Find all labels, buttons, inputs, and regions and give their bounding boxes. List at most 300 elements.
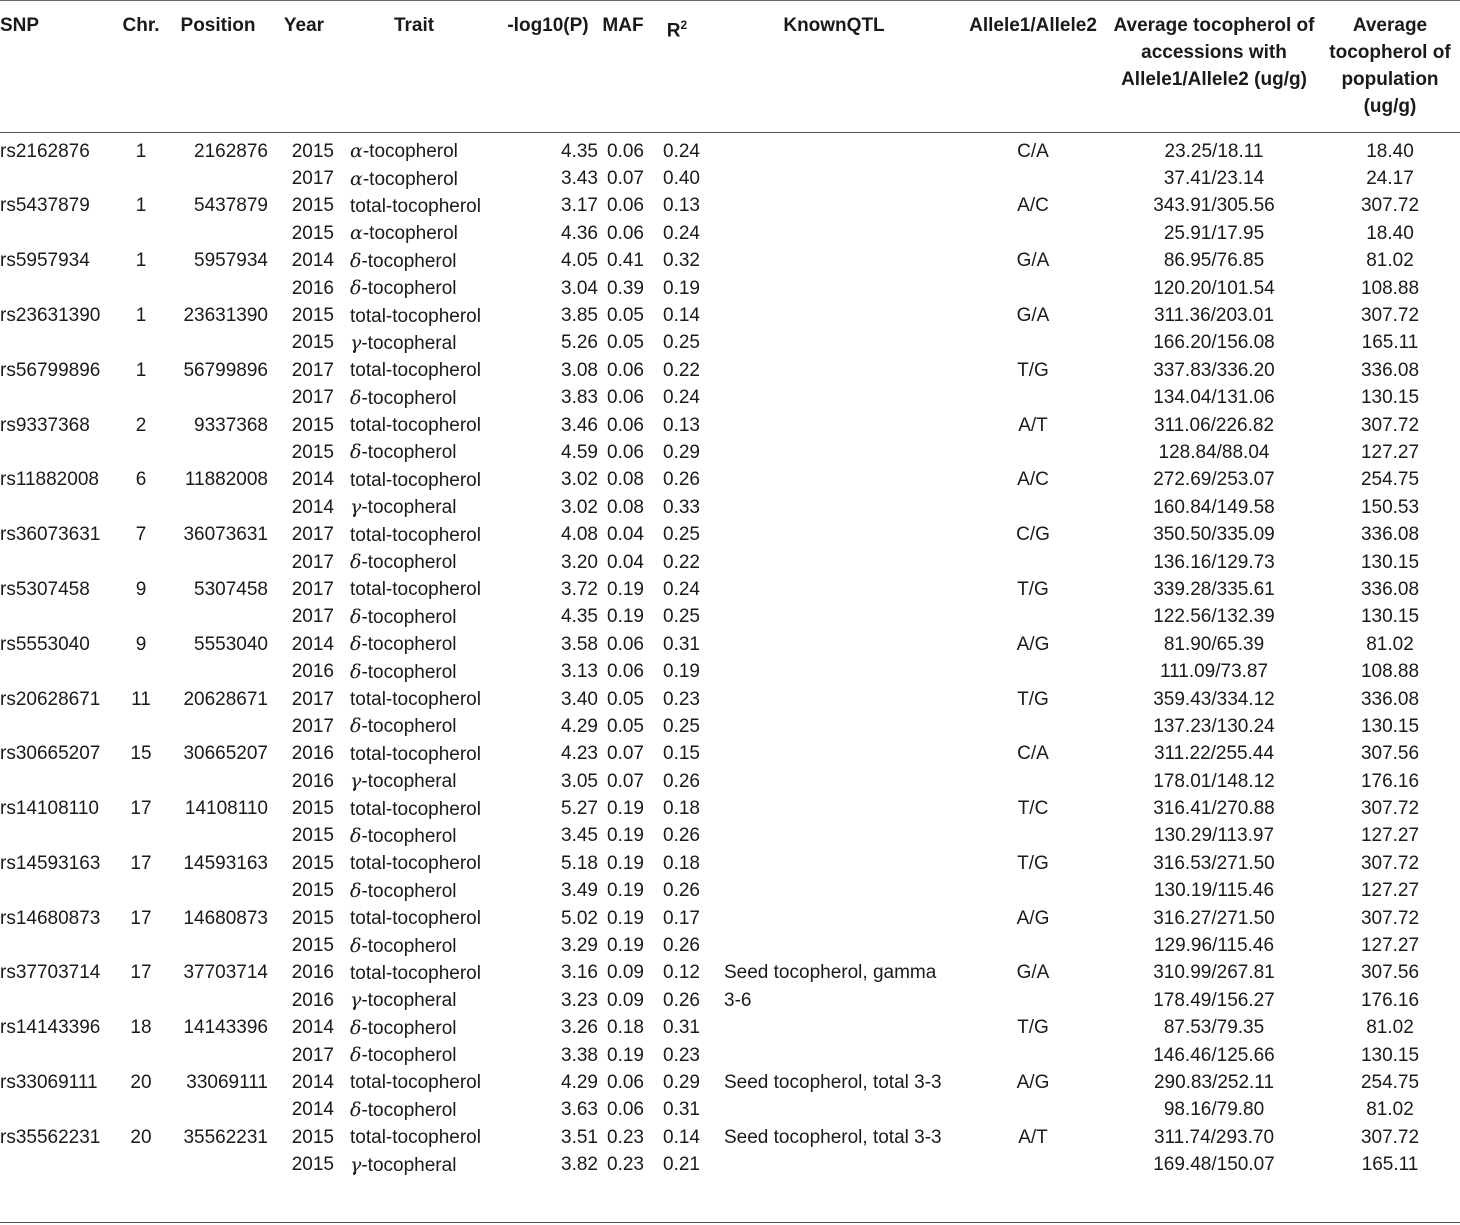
- trait-name: -tocopherol: [361, 387, 457, 409]
- cell-knownqtl: [710, 768, 958, 795]
- cell-chr: 7: [135, 524, 147, 546]
- cell-maf: 0.05: [607, 305, 644, 327]
- cell-snp: rs9337368: [0, 414, 90, 436]
- trait-greek-prefix: δ: [350, 1016, 362, 1039]
- cell-avg-pop: 81.02: [1366, 1099, 1414, 1121]
- trait-greek-prefix: α: [350, 222, 363, 245]
- cell-knownqtl: Seed tocopherol, gamma: [724, 962, 937, 984]
- cell-position: 35562231: [183, 1126, 268, 1148]
- cell-trait: [334, 439, 494, 466]
- trait-name: -tocopheral: [361, 332, 457, 354]
- cell-allele: [958, 439, 1108, 466]
- cell-avg-allele: 122.56/132.39: [1153, 606, 1275, 628]
- cell-avg-allele: 310.99/267.81: [1153, 962, 1275, 984]
- cell-trait: [334, 741, 494, 768]
- cell-chr: 1: [135, 195, 147, 217]
- cell-knownqtl: [710, 850, 958, 877]
- cell-chr: 17: [130, 852, 152, 874]
- table-row: [0, 1069, 1460, 1096]
- trait-greek-prefix: α: [350, 140, 363, 163]
- table-row: [0, 275, 1460, 302]
- cell-avg-pop: 24.17: [1366, 168, 1414, 190]
- trait-name: -tocopherol: [361, 1099, 457, 1121]
- table-row: [0, 658, 1460, 685]
- cell-snp: rs37703714: [0, 962, 101, 984]
- cell-allele: A/C: [1017, 195, 1049, 217]
- cell-chr: [120, 165, 162, 192]
- cell-year: 2015: [291, 441, 334, 463]
- trait-greek-prefix: δ: [350, 249, 362, 272]
- cell-snp: [0, 823, 120, 850]
- header-knownqtl: KnownQTL: [783, 15, 885, 36]
- cell-avg-allele: 23.25/18.11: [1164, 140, 1264, 162]
- cell-avg-allele: 130.19/115.46: [1153, 880, 1275, 902]
- cell-chr: [120, 1097, 162, 1124]
- cell-logp: 3.51: [561, 1126, 598, 1148]
- cell-logp: 4.35: [561, 140, 598, 162]
- trait-greek-prefix: δ: [350, 633, 362, 656]
- cell-snp: [0, 932, 120, 959]
- cell-knownqtl: [710, 302, 958, 329]
- trait-name: -tocopheral: [361, 771, 457, 793]
- cell-avg-pop: 307.72: [1360, 852, 1420, 874]
- cell-avg-allele: 359.43/334.12: [1153, 688, 1275, 710]
- cell-knownqtl: [710, 1042, 958, 1069]
- trait-greek-prefix: γ: [350, 989, 362, 1012]
- cell-r2: 0.31: [663, 633, 700, 655]
- cell-knownqtl: [710, 878, 958, 905]
- cell-r2: 0.29: [663, 1071, 700, 1093]
- cell-allele: [958, 604, 1108, 631]
- trait-name: total-tocopherol: [350, 360, 481, 382]
- trait-greek-prefix: δ: [350, 277, 362, 300]
- cell-logp: 3.17: [561, 195, 598, 217]
- table-row: [0, 165, 1460, 192]
- trait-name: -tocopherol: [361, 716, 457, 738]
- cell-snp: [0, 878, 120, 905]
- table-row: [0, 604, 1460, 631]
- cell-avg-pop: 130.15: [1360, 606, 1420, 628]
- cell-trait: [334, 768, 494, 795]
- cell-snp: rs20628671: [0, 688, 101, 710]
- cell-allele: A/C: [1017, 469, 1049, 491]
- cell-avg-allele: 311.36/203.01: [1153, 305, 1275, 327]
- cell-position: 14593163: [183, 852, 268, 874]
- cell-avg-pop: 130.15: [1360, 715, 1420, 737]
- trait-name: total-tocopherol: [350, 305, 481, 327]
- cell-chr: [120, 604, 162, 631]
- cell-maf: 0.07: [607, 743, 644, 765]
- cell-allele: [958, 549, 1108, 576]
- cell-avg-allele: 146.46/125.66: [1153, 1044, 1275, 1066]
- cell-chr: 1: [135, 305, 147, 327]
- cell-year: 2015: [291, 195, 334, 217]
- cell-knownqtl: [710, 412, 958, 439]
- table-body: [0, 138, 1460, 1179]
- cell-chr: 6: [135, 469, 147, 491]
- cell-avg-allele: 87.53/79.35: [1163, 1017, 1265, 1039]
- cell-r2: 0.23: [663, 688, 700, 710]
- cell-maf: 0.05: [607, 715, 644, 737]
- cell-position: [162, 713, 274, 740]
- trait-name: total-tocopherol: [350, 689, 481, 710]
- trait-name: total-tocopherol: [350, 1072, 481, 1094]
- cell-trait: [334, 193, 494, 220]
- cell-maf: 0.19: [607, 606, 644, 628]
- cell-chr: [120, 330, 162, 357]
- cell-r2: 0.15: [663, 743, 700, 765]
- cell-knownqtl: [710, 330, 958, 357]
- cell-knownqtl: [710, 357, 958, 384]
- cell-avg-pop: 307.72: [1360, 907, 1420, 929]
- cell-position: 5957934: [194, 250, 268, 272]
- cell-trait: [334, 385, 494, 412]
- cell-chr: [120, 1151, 162, 1178]
- cell-logp: 3.29: [561, 935, 598, 957]
- cell-position: 14143396: [183, 1017, 268, 1039]
- trait-name: total-tocopherol: [350, 908, 481, 930]
- cell-r2: 0.25: [663, 524, 700, 546]
- cell-logp: 3.20: [561, 551, 598, 573]
- cell-maf: 0.06: [607, 414, 644, 436]
- cell-snp: rs14593163: [0, 852, 101, 874]
- cell-year: 2014: [291, 1071, 334, 1093]
- cell-maf: 0.08: [607, 469, 644, 491]
- cell-logp: 3.02: [561, 496, 598, 518]
- cell-logp: 3.26: [561, 1017, 598, 1039]
- cell-maf: 0.06: [607, 661, 644, 683]
- cell-knownqtl: [710, 1097, 958, 1124]
- cell-avg-pop: 307.72: [1360, 305, 1420, 327]
- cell-snp: [0, 330, 120, 357]
- table-row: [0, 549, 1460, 576]
- cell-snp: [0, 1042, 120, 1069]
- cell-chr: [120, 385, 162, 412]
- cell-logp: 3.16: [561, 962, 598, 984]
- trait-name: total-tocopherol: [350, 798, 481, 820]
- cell-chr: 18: [130, 1017, 152, 1039]
- header-r2: [644, 4, 710, 124]
- cell-avg-allele: 130.29/113.97: [1153, 825, 1275, 847]
- cell-avg-pop: 127.27: [1360, 935, 1420, 957]
- cell-logp: 5.18: [561, 852, 598, 874]
- cell-year: 2017: [291, 168, 334, 190]
- cell-r2: 0.25: [663, 715, 700, 737]
- cell-knownqtl: [710, 713, 958, 740]
- cell-logp: 3.13: [561, 661, 598, 683]
- table-row: [0, 987, 1460, 1014]
- cell-position: 5553040: [194, 633, 268, 655]
- cell-year: 2017: [291, 1044, 334, 1066]
- cell-r2: 0.24: [663, 578, 700, 600]
- cell-avg-allele: 311.22/255.44: [1153, 743, 1275, 765]
- cell-snp: rs14108110: [0, 798, 99, 820]
- cell-avg-pop: 130.15: [1360, 387, 1420, 409]
- cell-maf: 0.09: [607, 962, 644, 984]
- cell-r2: 0.14: [663, 1126, 700, 1148]
- cell-maf: 0.06: [607, 359, 644, 381]
- cell-allele: [958, 932, 1108, 959]
- cell-year: 2015: [291, 332, 334, 354]
- cell-avg-pop: 108.88: [1360, 277, 1420, 299]
- cell-avg-allele: 272.69/253.07: [1153, 469, 1275, 491]
- cell-logp: 3.49: [561, 880, 598, 902]
- cell-avg-allele: 311.74/293.70: [1153, 1126, 1275, 1148]
- cell-year: 2015: [291, 935, 334, 957]
- cell-year: 2017: [291, 578, 334, 600]
- cell-avg-pop: 336.08: [1360, 359, 1420, 381]
- cell-knownqtl: [710, 604, 958, 631]
- cell-snp: [0, 1151, 120, 1178]
- cell-chr: [120, 439, 162, 466]
- cell-knownqtl: [710, 1015, 958, 1042]
- table-bottom-rule: [0, 1222, 1460, 1223]
- cell-r2: 0.13: [663, 414, 700, 436]
- cell-avg-pop: 176.16: [1360, 770, 1420, 792]
- cell-maf: 0.19: [607, 852, 644, 874]
- table-row: [0, 138, 1460, 165]
- trait-name: -tocopherol: [361, 1045, 457, 1067]
- cell-maf: 0.06: [607, 1099, 644, 1121]
- header-year: Year: [283, 15, 325, 36]
- cell-trait: [334, 850, 494, 877]
- cell-trait: [334, 138, 494, 165]
- cell-r2: 0.26: [663, 770, 700, 792]
- header-r2-sup: 2: [680, 18, 688, 32]
- cell-allele: [958, 494, 1108, 521]
- cell-maf: 0.05: [607, 332, 644, 354]
- cell-trait: [334, 960, 494, 987]
- cell-knownqtl: Seed tocopherol, total 3-3: [724, 1126, 942, 1148]
- cell-year: 2015: [291, 852, 334, 874]
- header-r2-base: R: [666, 20, 681, 42]
- cell-knownqtl: [710, 275, 958, 302]
- cell-avg-allele: 111.09/73.87: [1159, 661, 1269, 683]
- table-row: [0, 850, 1460, 877]
- cell-avg-allele: 81.90/65.39: [1163, 633, 1265, 655]
- cell-knownqtl: [710, 248, 958, 275]
- cell-maf: 0.06: [607, 222, 644, 244]
- table-row: [0, 1124, 1460, 1151]
- cell-maf: 0.19: [607, 578, 644, 600]
- cell-r2: 0.14: [663, 305, 700, 327]
- table-row: [0, 467, 1460, 494]
- cell-trait: [334, 165, 494, 192]
- cell-r2: 0.19: [663, 277, 700, 299]
- cell-r2: 0.26: [663, 469, 700, 491]
- trait-greek-prefix: δ: [350, 824, 362, 847]
- cell-year: 2017: [291, 715, 334, 737]
- cell-snp: rs5307458: [0, 578, 90, 600]
- table-row: [0, 795, 1460, 822]
- cell-allele: A/G: [1016, 633, 1050, 655]
- trait-greek-prefix: δ: [350, 551, 362, 574]
- cell-allele: C/A: [1017, 743, 1049, 765]
- cell-knownqtl: 3-6: [724, 989, 752, 1011]
- cell-position: 56799896: [183, 359, 268, 381]
- trait-name: -tocopherol: [361, 442, 457, 464]
- cell-trait: [334, 1151, 494, 1178]
- cell-r2: 0.18: [663, 852, 700, 874]
- cell-logp: 3.85: [561, 305, 598, 327]
- cell-allele: [958, 330, 1108, 357]
- cell-allele: T/G: [1017, 578, 1049, 600]
- cell-trait: [334, 905, 494, 932]
- trait-greek-prefix: δ: [350, 660, 362, 683]
- trait-name: -tocopherol: [362, 223, 458, 245]
- cell-trait: [334, 412, 494, 439]
- trait-greek-prefix: α: [350, 167, 363, 190]
- cell-maf: 0.39: [607, 277, 644, 299]
- cell-year: 2014: [291, 469, 334, 491]
- cell-trait: [334, 1097, 494, 1124]
- table-row: [0, 1015, 1460, 1042]
- table-row: [0, 823, 1460, 850]
- cell-chr: 11: [131, 688, 151, 710]
- cell-year: 2015: [291, 414, 334, 436]
- cell-year: 2017: [291, 606, 334, 628]
- table-row: [0, 741, 1460, 768]
- cell-maf: 0.07: [607, 770, 644, 792]
- cell-maf: 0.04: [607, 551, 644, 573]
- cell-r2: 0.26: [663, 880, 700, 902]
- trait-name: -tocopherol: [362, 141, 458, 163]
- cell-snp: [0, 987, 120, 1014]
- cell-year: 2017: [291, 359, 334, 381]
- cell-avg-pop: 81.02: [1366, 1017, 1414, 1039]
- cell-avg-allele: 129.96/115.46: [1153, 935, 1275, 957]
- cell-avg-allele: 166.20/156.08: [1153, 332, 1275, 354]
- cell-position: [162, 987, 274, 1014]
- cell-snp: rs5957934: [0, 250, 90, 272]
- header-avg-allele: Average tocopherol of accessions with Allele1/Allele2 (ug/g): [1113, 15, 1315, 90]
- cell-position: [162, 494, 274, 521]
- table-row: [0, 905, 1460, 932]
- cell-allele: C/G: [1016, 524, 1050, 546]
- cell-avg-allele: 311.06/226.82: [1153, 414, 1275, 436]
- cell-chr: 17: [130, 798, 152, 820]
- table-row: [0, 686, 1460, 713]
- cell-avg-allele: 316.41/270.88: [1153, 798, 1275, 820]
- cell-avg-allele: 137.23/130.24: [1153, 715, 1275, 737]
- cell-snp: rs30665207: [0, 743, 101, 765]
- cell-allele: T/G: [1017, 852, 1049, 874]
- cell-position: 30665207: [183, 743, 268, 765]
- cell-allele: [958, 768, 1108, 795]
- cell-chr: 1: [135, 250, 147, 272]
- cell-allele: [958, 275, 1108, 302]
- cell-allele: T/G: [1017, 1017, 1049, 1039]
- cell-knownqtl: [710, 576, 958, 603]
- cell-logp: 3.40: [561, 688, 598, 710]
- cell-avg-allele: 343.91/305.56: [1153, 195, 1275, 217]
- cell-year: 2015: [291, 880, 334, 902]
- cell-trait: [334, 1015, 494, 1042]
- cell-chr: 20: [130, 1071, 152, 1093]
- cell-allele: [958, 1097, 1108, 1124]
- cell-year: 2017: [291, 551, 334, 573]
- cell-allele: [958, 165, 1108, 192]
- cell-allele: T/C: [1017, 798, 1049, 820]
- cell-knownqtl: [710, 220, 958, 247]
- cell-trait: [334, 330, 494, 357]
- cell-snp: rs14143396: [0, 1017, 101, 1039]
- cell-r2: 0.12: [663, 962, 700, 984]
- cell-r2: 0.33: [663, 496, 700, 518]
- cell-maf: 0.18: [607, 1017, 644, 1039]
- trait-greek-prefix: δ: [350, 715, 362, 738]
- trait-name: -tocopherol: [361, 250, 457, 272]
- cell-logp: 3.72: [561, 578, 598, 600]
- cell-maf: 0.19: [607, 1044, 644, 1066]
- cell-avg-allele: 37.41/23.14: [1163, 168, 1265, 190]
- cell-snp: rs2162876: [0, 140, 90, 162]
- trait-greek-prefix: γ: [350, 331, 362, 354]
- cell-logp: 4.36: [561, 222, 598, 244]
- trait-name: -tocopherol: [361, 935, 457, 957]
- cell-position: 37703714: [183, 962, 268, 984]
- cell-year: 2016: [291, 277, 334, 299]
- cell-maf: 0.05: [607, 688, 644, 710]
- cell-year: 2015: [291, 140, 334, 162]
- cell-position: [162, 220, 274, 247]
- cell-maf: 0.19: [607, 935, 644, 957]
- cell-trait: [334, 932, 494, 959]
- cell-position: [162, 330, 274, 357]
- cell-chr: 1: [135, 140, 147, 162]
- table-row: [0, 439, 1460, 466]
- snp-table: [0, 4, 1460, 1179]
- trait-name: -tocopherol: [361, 552, 457, 574]
- cell-allele: [958, 1042, 1108, 1069]
- table-row: [0, 330, 1460, 357]
- cell-maf: 0.04: [607, 524, 644, 546]
- header-chr: Chr.: [122, 15, 160, 36]
- cell-position: 2162876: [194, 140, 268, 162]
- cell-maf: 0.06: [607, 441, 644, 463]
- cell-year: 2014: [291, 633, 334, 655]
- trait-name: -tocopherol: [361, 606, 457, 628]
- trait-name: total-tocopherol: [350, 524, 481, 546]
- cell-trait: [334, 686, 494, 713]
- cell-r2: 0.13: [663, 195, 700, 217]
- cell-knownqtl: [710, 549, 958, 576]
- cell-trait: [334, 220, 494, 247]
- cell-year: 2015: [291, 222, 334, 244]
- cell-avg-allele: 290.83/252.11: [1153, 1071, 1275, 1093]
- cell-r2: 0.18: [663, 798, 700, 820]
- cell-allele: A/G: [1016, 1071, 1050, 1093]
- cell-chr: [120, 713, 162, 740]
- cell-position: 36073631: [183, 524, 268, 546]
- cell-logp: 3.43: [561, 168, 598, 190]
- trait-name: -tocopheral: [361, 1154, 457, 1176]
- cell-trait: [334, 878, 494, 905]
- cell-position: 9337368: [194, 414, 268, 436]
- cell-snp: rs33069111: [0, 1071, 98, 1093]
- cell-snp: rs56799896: [0, 359, 101, 381]
- table-row: [0, 412, 1460, 439]
- cell-avg-pop: 307.72: [1360, 1126, 1420, 1148]
- cell-snp: [0, 604, 120, 631]
- cell-r2: 0.19: [663, 661, 700, 683]
- cell-trait: [334, 1042, 494, 1069]
- cell-trait: [334, 713, 494, 740]
- cell-avg-pop: 127.27: [1360, 441, 1420, 463]
- trait-name: -tocopherol: [361, 661, 457, 683]
- cell-trait: [334, 1124, 494, 1151]
- cell-avg-allele: 25.91/17.95: [1163, 222, 1265, 244]
